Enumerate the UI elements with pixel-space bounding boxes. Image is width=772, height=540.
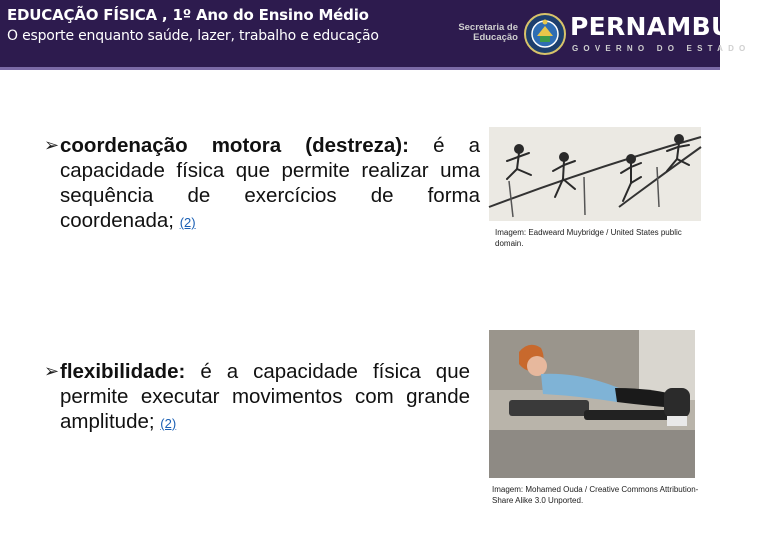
bullet-term: flexibilidade: <box>60 360 186 383</box>
secretaria-logo-text: Secretaria de Educação <box>458 22 518 43</box>
course-title: EDUCAÇÃO FÍSICA , 1º Ano do Ensino Médio <box>7 6 369 24</box>
bullet-text: é a capacidade física que permite executar movimentos com grande amplitude; <box>60 360 470 433</box>
reference-link[interactable]: (2) <box>179 215 196 230</box>
image-credit: Imagem: Mohamed Ouda / Creative Commons Attribution-Share Alike 3.0 Unported. <box>492 485 699 505</box>
athletes-sequence-photo <box>489 127 701 221</box>
arrow-bullet-icon: ➢ <box>44 135 60 155</box>
state-seal-icon <box>523 12 567 56</box>
image-credit: Imagem: Eadweard Muybridge / United States public domain. <box>495 228 682 248</box>
bullet-coordenacao <box>60 133 480 235</box>
state-name: PERNAMBUCO <box>570 12 772 41</box>
reference-link[interactable]: (2) <box>160 416 177 431</box>
course-subtitle: O esporte enquanto saúde, lazer, trabalho e educação <box>7 28 379 44</box>
bullet-term: coordenação motora (destreza): <box>60 134 409 157</box>
arrow-bullet-icon: ➢ <box>44 361 60 381</box>
gym-exercise-photo <box>489 330 695 478</box>
header-banner <box>0 0 772 70</box>
bullet-text: é a capacidade física que permite realizar uma sequência de exercícios de forma coordenada; <box>60 134 481 232</box>
state-government-label: GOVERNO DO ESTADO <box>572 44 751 53</box>
bullet-flexibilidade <box>60 359 470 436</box>
